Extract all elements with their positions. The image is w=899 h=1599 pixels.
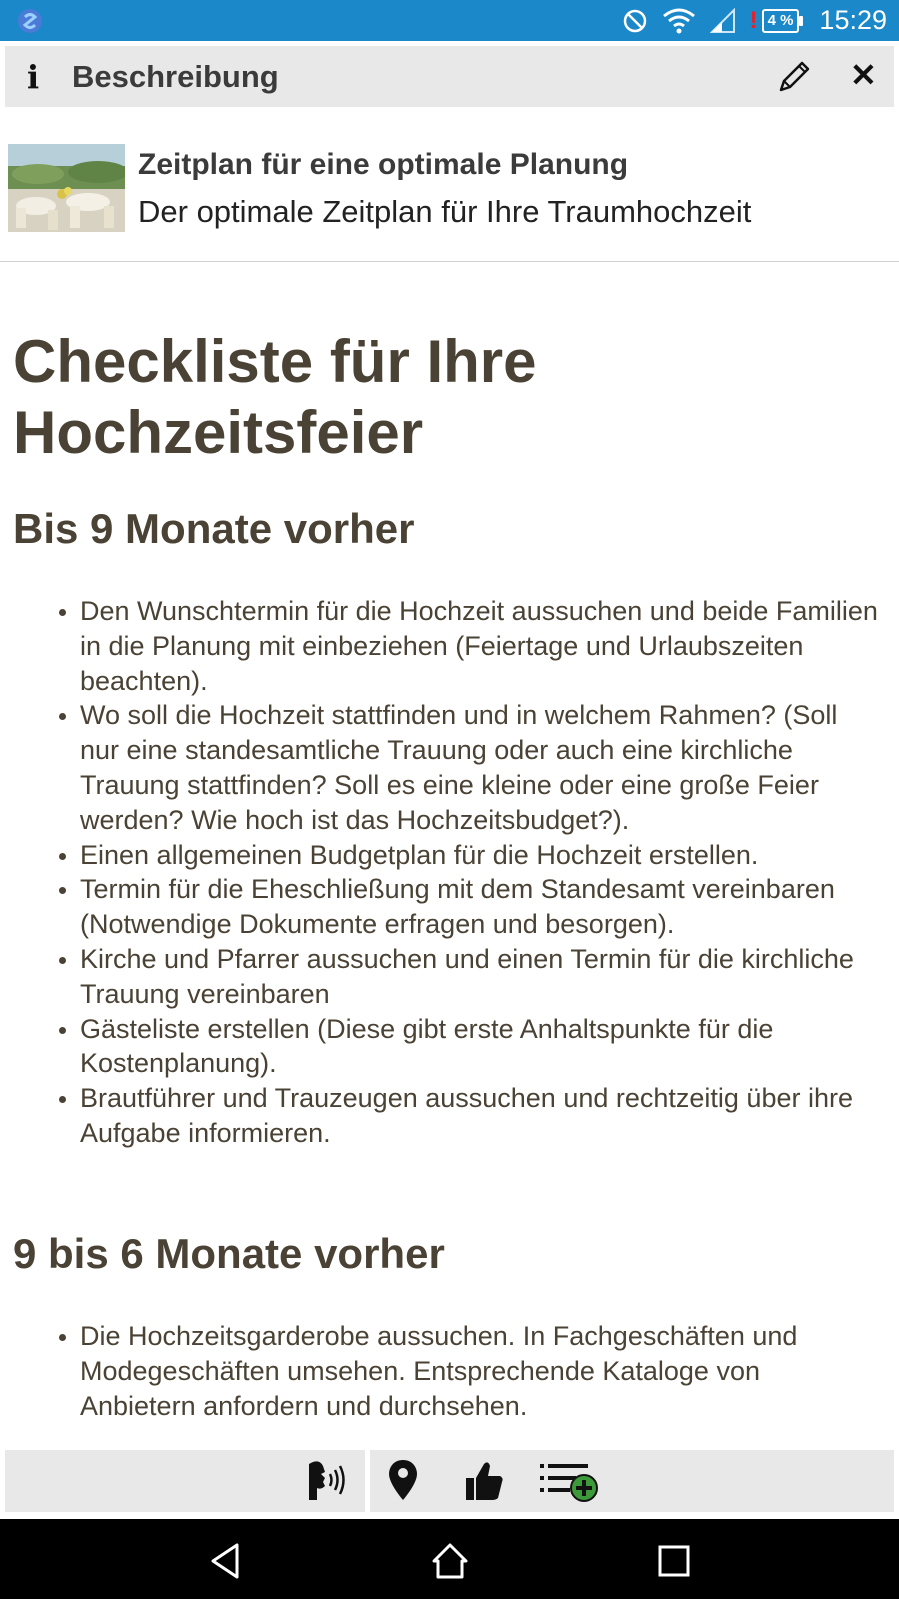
section-heading: 9 bis 6 Monate vorher [13,1230,445,1277]
do-not-disturb-icon [622,8,648,34]
add-to-list-icon[interactable] [538,1456,602,1504]
home-icon[interactable] [428,1539,472,1583]
thumbs-up-icon[interactable] [460,1456,508,1504]
page-title: Beschreibung [72,59,279,94]
action-bar [5,1450,894,1512]
list-item: • Die Hochzeitsgarderobe aussuchen. In Fachgeschäften und Modegeschäften umsehen. Entsprechende Kataloge von Anbietern anfordern und durchsehen. [80,1319,880,1423]
info-icon: i [27,58,40,96]
back-icon[interactable] [205,1539,249,1583]
list-item: • Einen allgemeinen Budgetplan für die Hochzeit erstellen. [80,838,880,873]
speak-icon[interactable] [303,1456,351,1504]
battery-icon [750,7,800,35]
card-title: Zeitplan für eine optimale Planung [138,148,629,181]
status-bar [0,0,899,41]
checklist [0,594,880,1151]
article-heading: Checkliste für Ihre Hochzeitsfeier [13,328,537,466]
app-swirl-icon [16,7,44,35]
section-heading: Bis 9 Monate vorher [13,505,415,552]
clock: 15:29 [819,5,887,35]
card-subtitle: Der optimale Zeitplan für Ihre Traumhochzeit [138,194,752,229]
list-item: • Gästeliste erstellen (Diese gibt erste Anhaltspunkte für die Kostenplanung). [80,1012,880,1082]
location-pin-icon[interactable] [379,1456,427,1504]
list-item: • Termin für die Eheschließung mit dem Standesamt vereinbaren (Notwendige Dokumente erfragen und besorgen). [80,872,880,942]
article-content [0,262,899,1450]
wifi-icon [662,7,696,35]
list-item: • Den Wunschtermin für die Hochzeit aussuchen und beide Familien in die Planung mit einbeziehen (Feiertage und Urlaubszeiten beachten). [80,594,880,698]
article-thumbnail [8,144,125,232]
close-icon[interactable]: ✕ [850,57,877,93]
list-item: • Kirche und Pfarrer aussuchen und einen Termin für die kirchliche Trauung vereinbaren [80,942,880,1012]
navigation-bar [0,1519,899,1599]
description-header [5,46,894,107]
battery-warning: ! [749,6,758,34]
list-item: • Wo soll die Hochzeit stattfinden und in welchem Rahmen? (Soll nur eine standesamtliche Trauung oder auch eine kirchliche Trauung stattfinden? Soll es eine kleine oder eine große Feier werden? Wie hoch ist das Hochzeitsbudget?). [80,698,880,837]
action-bar-right [370,1450,894,1512]
checklist [0,1319,880,1423]
battery-percent: 4 % [762,9,800,33]
edit-pencil-icon[interactable] [775,58,813,96]
recents-icon[interactable] [652,1539,696,1583]
cell-signal-icon [710,8,736,34]
list-item: • Brautführer und Trauzeugen aussuchen und rechtzeitig über ihre Aufgabe informieren. [80,1081,880,1151]
article-card[interactable] [0,126,899,261]
